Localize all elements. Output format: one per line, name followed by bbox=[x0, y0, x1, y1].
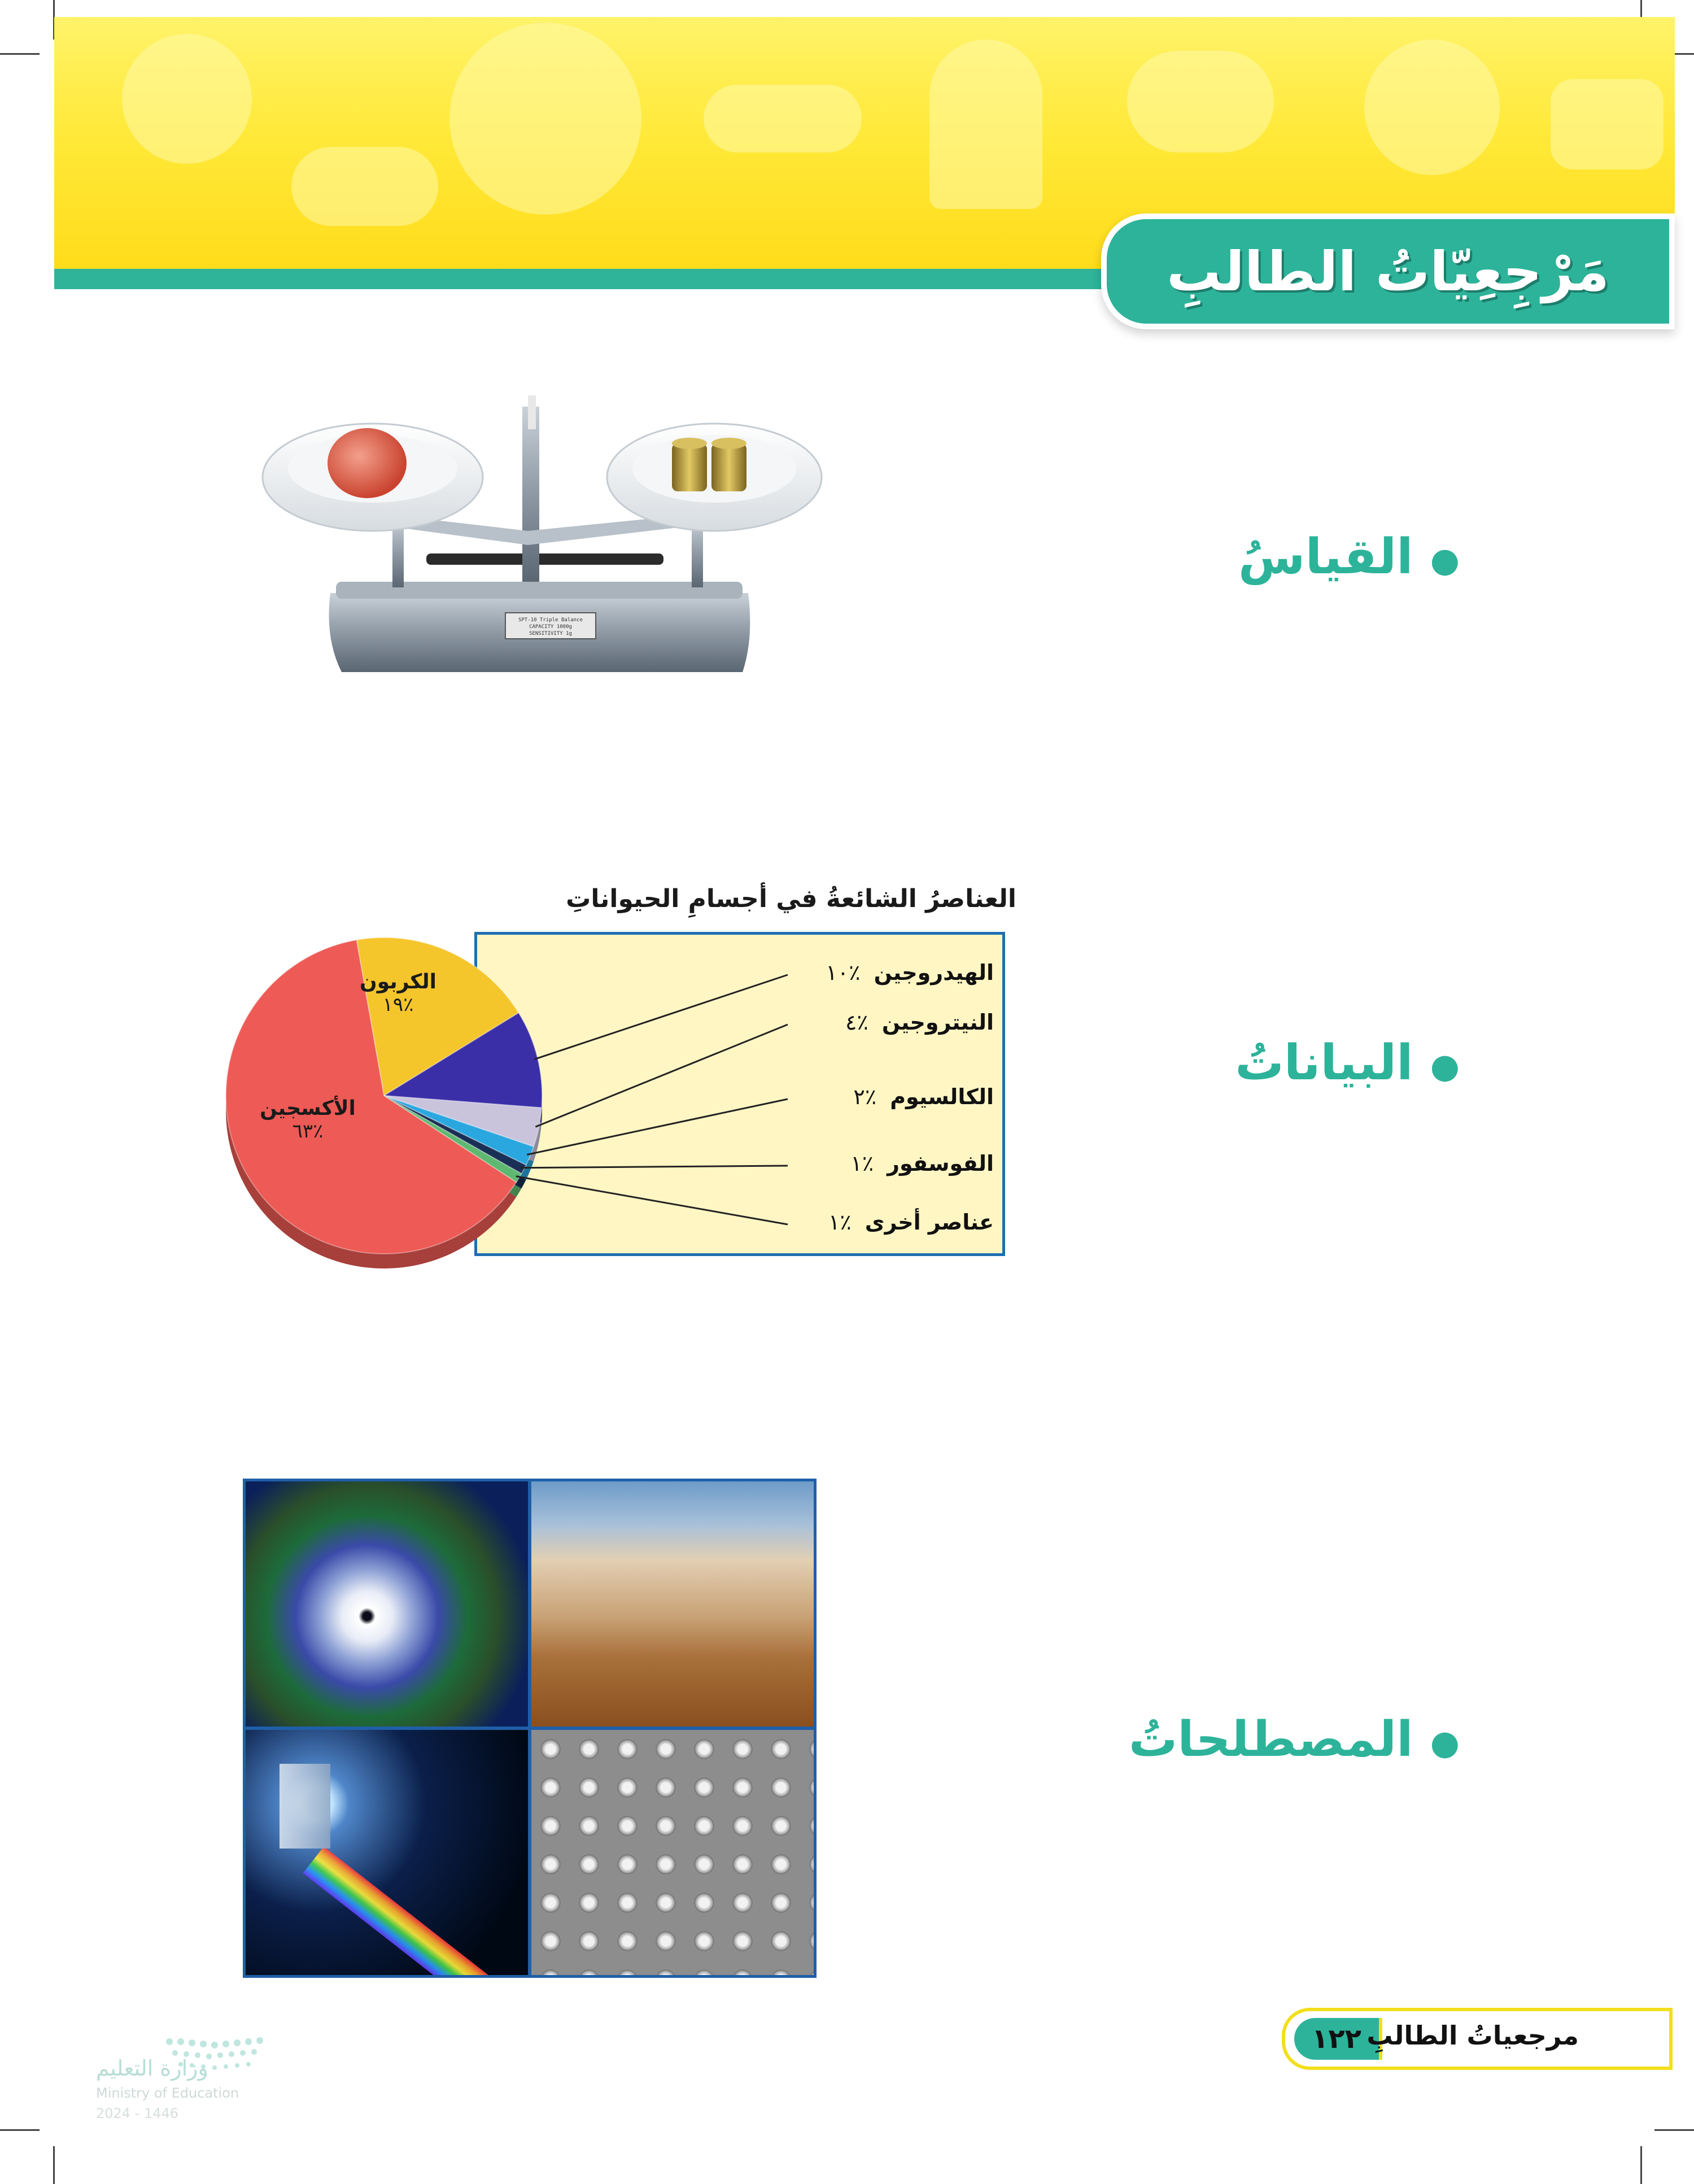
legend-name: الهيدروجين bbox=[874, 960, 994, 985]
crop-mark bbox=[0, 2129, 40, 2131]
pie-label bbox=[246, 1097, 370, 1143]
dust-storm-image bbox=[531, 1481, 814, 1727]
pie-label-percent: ٪١٩ bbox=[382, 993, 414, 1016]
section-heading-terms bbox=[1129, 1711, 1460, 1768]
balance-label-line1: SPT-10 Triple Balance bbox=[518, 617, 583, 623]
crop-mark bbox=[1654, 2129, 1694, 2131]
legend-item bbox=[828, 1210, 994, 1235]
photo-grid bbox=[243, 1479, 817, 1978]
title-tab bbox=[1101, 213, 1675, 329]
decor-shape bbox=[704, 85, 862, 152]
legend-percent: ٪١ bbox=[850, 1151, 874, 1176]
bullet-icon: ● bbox=[1430, 1046, 1460, 1086]
leader-line bbox=[516, 1176, 788, 1224]
legend-item bbox=[826, 960, 994, 985]
crop-mark bbox=[1640, 2146, 1642, 2184]
balance-label-line2: CAPACITY 1000g bbox=[529, 624, 572, 630]
pie-label-percent: ٪٦٣ bbox=[292, 1120, 324, 1143]
balance-scale-image bbox=[257, 384, 827, 689]
page-title: مَرْجِعِيّاتُ الطالبِ bbox=[1167, 239, 1609, 303]
decor-shape bbox=[122, 34, 252, 164]
section-heading-measurement bbox=[1238, 529, 1460, 585]
decor-shape bbox=[1364, 40, 1500, 175]
leader-line bbox=[521, 1166, 788, 1168]
legend-percent: ٪١٠ bbox=[826, 960, 861, 985]
chart-title: العناصرُ الشائعةُ في أجسامِ الحيواناتِ bbox=[566, 884, 1016, 913]
leader-line bbox=[535, 1025, 788, 1127]
footer-label: مرجعياتُ الطالبِ bbox=[1366, 2020, 1579, 2051]
crop-mark bbox=[0, 53, 40, 55]
ministry-year: 2024 - 1446 bbox=[96, 2105, 179, 2121]
ministry-name-english: Ministry of Education bbox=[96, 2085, 239, 2101]
legend-name: الفوسفور bbox=[887, 1151, 994, 1176]
legend-item bbox=[845, 1010, 994, 1035]
section-label: البياناتُ bbox=[1235, 1035, 1413, 1091]
section-label: القياسُ bbox=[1238, 529, 1413, 585]
bullet-icon: ● bbox=[1430, 540, 1460, 580]
decor-shape bbox=[449, 23, 641, 215]
hurricane-image bbox=[246, 1481, 528, 1727]
leader-line bbox=[534, 975, 788, 1060]
prism-image bbox=[246, 1730, 528, 1975]
legend-percent: ٪٢ bbox=[853, 1084, 877, 1109]
footer-bar bbox=[1282, 2008, 1673, 2070]
page-number: ١٢٢ bbox=[1294, 2018, 1382, 2060]
legend-name: عناصر أخرى bbox=[865, 1210, 994, 1235]
legend-percent: ٪١ bbox=[828, 1210, 852, 1235]
legend-name: النيتروجين bbox=[881, 1010, 994, 1035]
metal-spheres-image bbox=[531, 1730, 814, 1975]
pie-label bbox=[336, 970, 460, 1016]
ministry-name-arabic: وزارة التعليم bbox=[96, 2056, 208, 2081]
decor-shape bbox=[1551, 79, 1664, 169]
pie-label-name: الأكسجين bbox=[260, 1097, 356, 1120]
legend-name: الكالسيوم bbox=[890, 1084, 994, 1109]
pie-label-name: الكربون bbox=[359, 970, 436, 993]
decor-shape bbox=[1127, 51, 1274, 152]
section-heading-data bbox=[1235, 1035, 1460, 1091]
legend-item bbox=[850, 1151, 994, 1176]
leader-line bbox=[527, 1099, 788, 1154]
crop-mark bbox=[53, 2146, 55, 2184]
legend-percent: ٪٤ bbox=[845, 1010, 868, 1035]
prism-shape bbox=[280, 1764, 330, 1849]
section-label: المصطلحاتُ bbox=[1128, 1711, 1413, 1768]
decor-shape bbox=[291, 147, 438, 226]
balance-label-line3: SENSITIVITY 1g bbox=[529, 631, 572, 637]
bullet-icon: ● bbox=[1430, 1723, 1460, 1763]
rainbow-beam bbox=[303, 1846, 511, 1975]
decor-shape bbox=[929, 40, 1042, 209]
legend-item bbox=[853, 1084, 994, 1109]
